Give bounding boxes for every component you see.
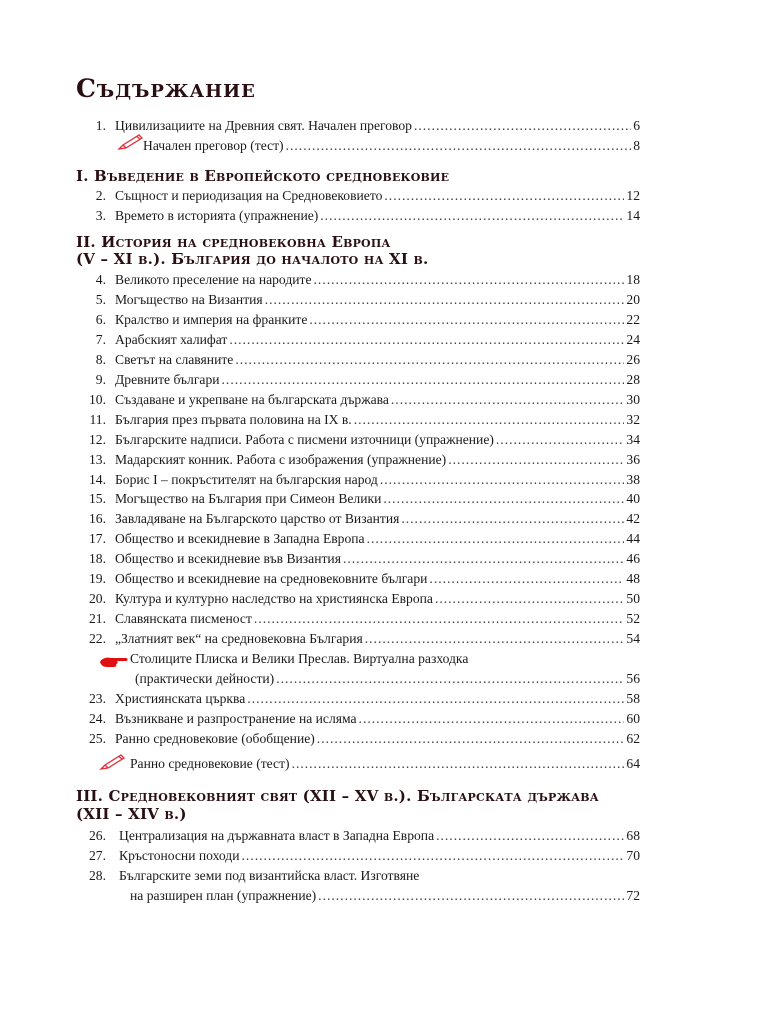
toc-entry[interactable] bbox=[76, 550, 640, 568]
dot-leader bbox=[314, 271, 625, 289]
toc-entry[interactable] bbox=[76, 207, 640, 225]
toc-entry[interactable] bbox=[76, 187, 640, 205]
dot-leader bbox=[436, 827, 624, 845]
entry-page: 28 bbox=[626, 371, 640, 387]
entry-number: 3. bbox=[95, 208, 106, 223]
dot-leader bbox=[318, 887, 624, 905]
entry-number: 14. bbox=[89, 471, 106, 487]
entry-page: 52 bbox=[626, 611, 640, 627]
dot-leader bbox=[222, 371, 625, 389]
entry-page: 22 bbox=[626, 311, 640, 327]
toc-entry[interactable] bbox=[76, 117, 640, 135]
entry-number: 27. bbox=[89, 848, 106, 863]
dot-leader bbox=[383, 490, 624, 508]
entry-page: 68 bbox=[626, 828, 640, 843]
entry-number: 8. bbox=[95, 351, 106, 367]
dot-leader bbox=[276, 670, 624, 688]
toc-entry-line2[interactable] bbox=[130, 887, 640, 905]
entry-page: 20 bbox=[626, 291, 640, 307]
entry-title: Ранно средновековие (обобщение) bbox=[115, 730, 315, 746]
practical-activity-title[interactable]: Столиците Плиска и Велики Преслав. Виртуална разходка bbox=[130, 651, 469, 667]
dot-leader bbox=[365, 630, 625, 648]
entry-number: 24. bbox=[89, 710, 106, 726]
entry-number: 25. bbox=[89, 730, 106, 746]
pencil-icon bbox=[99, 752, 127, 772]
toc-entry[interactable] bbox=[76, 570, 640, 588]
entry-page: 8 bbox=[633, 138, 640, 153]
entry-page: 46 bbox=[626, 551, 640, 567]
toc-entry[interactable] bbox=[76, 827, 640, 845]
dot-leader bbox=[343, 550, 624, 568]
entry-page: 58 bbox=[626, 690, 640, 706]
entry-title: Борис I – покръстителят на българския народ bbox=[115, 471, 378, 487]
toc-entry[interactable] bbox=[76, 510, 640, 528]
entry-page: 40 bbox=[626, 491, 640, 507]
entry-number: 16. bbox=[89, 511, 106, 527]
entry-page: 72 bbox=[626, 888, 640, 903]
dot-leader bbox=[286, 137, 632, 155]
entry-title: България през първата половина на IX в. bbox=[115, 411, 352, 427]
dot-leader bbox=[367, 530, 625, 548]
dot-leader bbox=[309, 311, 624, 329]
toc-entry[interactable] bbox=[76, 590, 640, 608]
entry-title: Българските земи под византийска власт. Изготвяне bbox=[119, 868, 420, 883]
entry-page: 18 bbox=[626, 272, 640, 287]
section-heading: II. История на средновековна Европа bbox=[76, 233, 391, 251]
entry-page: 44 bbox=[626, 531, 640, 547]
entry-number: 28. bbox=[89, 868, 106, 883]
entry-title: Мадарският конник. Работа с изображения (упражнение) bbox=[115, 451, 447, 467]
entry-page: 56 bbox=[626, 671, 640, 686]
entry-page: 48 bbox=[626, 571, 640, 587]
dot-leader bbox=[292, 755, 625, 773]
toc-entry-line1[interactable] bbox=[76, 867, 640, 885]
dot-leader bbox=[242, 847, 625, 865]
dot-leader bbox=[401, 510, 624, 528]
dot-leader bbox=[317, 730, 625, 748]
entry-number: 22. bbox=[89, 631, 106, 647]
entry-title: Кръстоносни походи bbox=[119, 848, 240, 863]
entry-number: 5. bbox=[95, 291, 106, 307]
toc-entry[interactable] bbox=[76, 471, 640, 489]
page-title: Съдържание bbox=[76, 74, 256, 103]
entry-title: Кралство и империя на франките bbox=[115, 311, 308, 327]
toc-entry[interactable] bbox=[76, 291, 640, 309]
dot-leader bbox=[254, 610, 624, 628]
entry-number: 17. bbox=[89, 531, 106, 547]
entry-page: 62 bbox=[626, 730, 640, 746]
entry-page: 64 bbox=[626, 755, 640, 771]
pointing-hand-icon bbox=[99, 653, 129, 669]
entry-number: 15. bbox=[89, 491, 106, 507]
entry-number: 11. bbox=[89, 411, 106, 427]
dot-leader bbox=[496, 431, 625, 449]
toc-entry[interactable] bbox=[76, 371, 640, 389]
entry-number: 19. bbox=[89, 571, 106, 587]
entry-number: 7. bbox=[95, 331, 106, 347]
entry-number: 9. bbox=[95, 371, 106, 387]
practical-activity-entry[interactable] bbox=[135, 670, 640, 688]
dot-leader bbox=[391, 391, 625, 409]
toc-entry[interactable] bbox=[105, 137, 640, 155]
dot-leader bbox=[448, 451, 624, 469]
entry-page: 38 bbox=[626, 471, 640, 487]
entry-number: 18. bbox=[89, 551, 106, 567]
entry-number: 1. bbox=[95, 118, 106, 133]
toc-entry[interactable] bbox=[76, 331, 640, 349]
section-heading-line2: (V – XI в.). България до началото на XI в. bbox=[76, 250, 429, 268]
entry-page: 26 bbox=[626, 351, 640, 367]
entry-page: 6 bbox=[633, 118, 640, 133]
dot-leader bbox=[320, 207, 624, 225]
toc-entry[interactable] bbox=[76, 630, 640, 648]
entry-title: Възникване и разпространение на исляма bbox=[115, 710, 357, 726]
toc-entry[interactable] bbox=[76, 690, 640, 708]
entry-title: Славянската писменост bbox=[115, 611, 252, 627]
entry-number: 21. bbox=[89, 611, 106, 627]
dot-leader bbox=[359, 710, 625, 728]
entry-number: 23. bbox=[89, 690, 106, 706]
entry-page: 54 bbox=[626, 631, 640, 647]
entry-title: Древните българи bbox=[115, 371, 220, 387]
entry-page: 30 bbox=[626, 391, 640, 407]
entry-number: 13. bbox=[89, 451, 106, 467]
toc-entry[interactable] bbox=[76, 311, 640, 329]
section-heading: III. Средновековният свят (XII – XV в.). Българската държава bbox=[76, 787, 599, 805]
toc-entry[interactable] bbox=[76, 391, 640, 409]
entry-title: Християнската църква bbox=[115, 690, 246, 706]
entry-title: Завладяване на Българското царство от Византия bbox=[115, 511, 400, 527]
dot-leader bbox=[229, 331, 624, 349]
toc-entry[interactable] bbox=[76, 411, 640, 429]
entry-title: Общество и всекидневие на средновековните българи bbox=[115, 571, 428, 587]
dot-leader bbox=[380, 471, 625, 489]
toc-entry[interactable] bbox=[76, 610, 640, 628]
entry-title: Култура и културно наследство на християнска Европа bbox=[115, 591, 433, 607]
entry-title: Могъщество на България при Симеон Велики bbox=[115, 491, 382, 507]
entry-title: Българските надписи. Работа с писмени източници (упражнение) bbox=[115, 431, 494, 447]
entry-number: 12. bbox=[89, 431, 106, 447]
entry-title: Времето в историята (упражнение) bbox=[115, 208, 319, 223]
dot-leader bbox=[247, 690, 624, 708]
entry-page: 12 bbox=[626, 188, 640, 203]
entry-title: Същност и периодизация на Средновековието bbox=[115, 188, 383, 203]
entry-title: Ранно средновековие (тест) bbox=[130, 755, 290, 771]
toc-entry[interactable] bbox=[76, 730, 640, 748]
dot-leader bbox=[265, 291, 625, 309]
entry-page: 14 bbox=[626, 208, 640, 223]
entry-page: 32 bbox=[626, 411, 640, 427]
entry-title-continued: на разширен план (упражнение) bbox=[130, 888, 317, 903]
entry-title: Арабският халифат bbox=[115, 331, 228, 347]
entry-title: Цивилизациите на Древния свят. Начален преговор bbox=[115, 118, 412, 133]
entry-title: Общество и всекидневие във Византия bbox=[115, 551, 341, 567]
entry-title: Общество и всекидневие в Западна Европа bbox=[115, 531, 365, 547]
entry-title: Великото преселение на народите bbox=[115, 272, 312, 287]
toc-entry[interactable] bbox=[76, 431, 640, 449]
dot-leader bbox=[435, 590, 624, 608]
entry-page: 24 bbox=[626, 331, 640, 347]
entry-page: 34 bbox=[626, 431, 640, 447]
entry-number: 6. bbox=[95, 311, 106, 327]
toc-entry[interactable] bbox=[76, 451, 640, 469]
toc-entry[interactable] bbox=[76, 351, 640, 369]
dot-leader bbox=[384, 187, 624, 205]
entry-page: 42 bbox=[626, 511, 640, 527]
dot-leader bbox=[354, 411, 625, 429]
entry-page: 50 bbox=[626, 591, 640, 607]
dot-leader bbox=[429, 570, 624, 588]
entry-title: Създаване и укрепване на българската държава bbox=[115, 391, 389, 407]
entry-title: Начален преговор (тест) bbox=[143, 138, 284, 153]
entry-page: 36 bbox=[626, 451, 640, 467]
entry-page: 60 bbox=[626, 710, 640, 726]
entry-title: Светът на славяните bbox=[115, 351, 234, 367]
dot-leader bbox=[414, 117, 631, 135]
toc-entry[interactable] bbox=[76, 710, 640, 728]
entry-number: 20. bbox=[89, 591, 106, 607]
entry-number: 10. bbox=[89, 391, 106, 407]
entry-title: (практически дейности) bbox=[135, 671, 275, 686]
toc-entry[interactable] bbox=[76, 271, 640, 289]
entry-number: 26. bbox=[89, 828, 106, 843]
toc-entry[interactable] bbox=[76, 847, 640, 865]
entry-title: „Златният век“ на средновековна България bbox=[115, 631, 363, 647]
entry-title: Централизация на държавната власт в Западна Европа bbox=[119, 828, 435, 843]
entry-number: 2. bbox=[95, 188, 106, 203]
toc-entry[interactable] bbox=[76, 490, 640, 508]
entry-number: 4. bbox=[95, 272, 106, 287]
entry-title: Могъщество на Византия bbox=[115, 291, 263, 307]
toc-entry[interactable] bbox=[76, 530, 640, 548]
section-heading-line2: (XII – XIV в.) bbox=[76, 805, 187, 823]
section-heading: I. Въведение в Европейското средновековие bbox=[76, 167, 450, 185]
entry-page: 70 bbox=[626, 848, 640, 863]
dot-leader bbox=[235, 351, 624, 369]
toc-entry-test[interactable] bbox=[130, 755, 640, 773]
